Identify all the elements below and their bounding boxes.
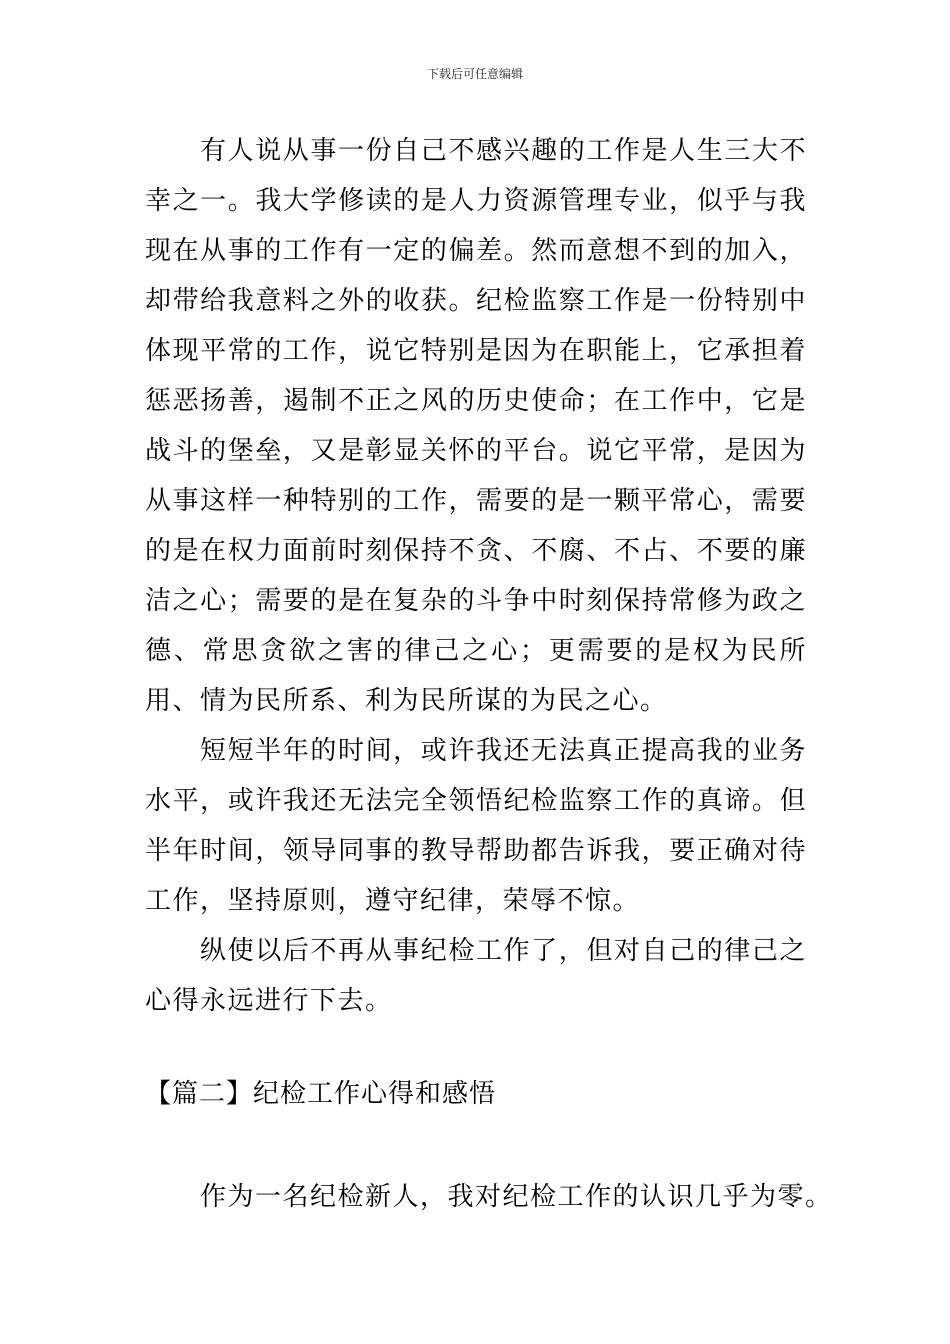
paragraph-2: 短短半年的时间，或许我还无法真正提高我的业务水平，或许我还无法完全领悟纪检监察工作的真谛。但半年时间，领导同事的教导帮助都告诉我，要正确对待工作，坚持原则，遵守纪律，荣辱不惊。: [145, 736, 807, 916]
section-heading: 【篇二】纪检工作心得和感悟: [145, 1079, 497, 1109]
page-header-note: 下载后可任意编辑: [426, 67, 523, 81]
section-first-paragraph: 作为一名纪检新人，我对纪检工作的认识几乎为零。: [200, 1182, 833, 1212]
article-body: [145, 126, 807, 1026]
paragraph-3: 纵使以后不再从事纪检工作了，但对自己的律己之心得永远进行下去。: [145, 936, 807, 1016]
paragraph-1: 有人说从事一份自己不感兴趣的工作是人生三大不幸之一。我大学修读的是人力资源管理专业，似乎与我现在从事的工作有一定的偏差。然而意想不到的加入，却带给我意料之外的收获。纪检监察工作是一份特别中体现平常的工作，说它特别是因为在职能上，它承担着惩恶扬善，遏制不正之风的历史使命；在工作中，它是战斗的堡垒，又是彰显关怀的平台。说它平常，是因为从事这样一种特别的工作，需要的是一颗平常心，需要的是在权力面前时刻保持不贪、不腐、不占、不要的廉洁之心；需要的是在复杂的斗争中时刻保持常修为政之德、常思贪欲之害的律己之心；更需要的是权为民所用、情为民所系、利为民所谋的为民之心。: [145, 136, 807, 716]
